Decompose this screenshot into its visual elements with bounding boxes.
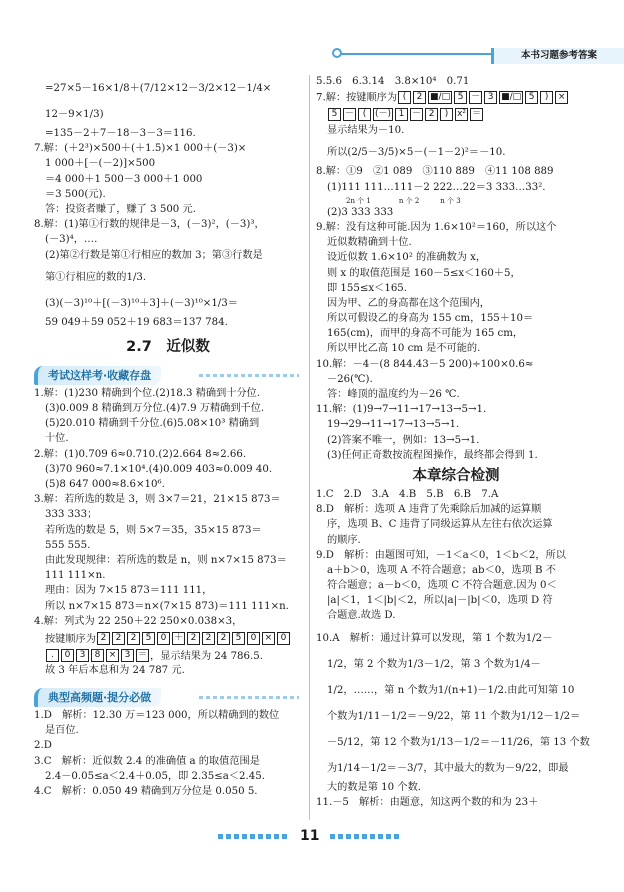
text-line: 1.D 解析：12.30 万＝123 000，所以精确到的数位: [34, 710, 280, 722]
calculator-key: 0: [61, 649, 74, 662]
text-line: 是百位.: [45, 725, 79, 737]
calculator-key: －: [345, 109, 355, 120]
banner-exam: 考试这样考·收藏存盘: [34, 366, 161, 385]
text-line: 的顺序.: [327, 534, 361, 546]
text-line: 所以可假设乙的身高为 155 cm，155＋10＝: [327, 313, 534, 325]
calculator-key: 1: [395, 108, 408, 121]
calculator-key: ×: [262, 632, 275, 645]
text-line: 10.A 解析：通过计算可以发现，第 1 个数为1/2－: [316, 632, 553, 644]
text-line: (2)第②行数是第①行相应的数加 3；第③行数是: [45, 249, 263, 261]
banner-frequent: 典型高频题·提分必做: [34, 688, 161, 707]
page-number-decoration-left: [218, 834, 288, 839]
chapter-title: 本章综合检测: [412, 467, 500, 484]
text-line: 所以甲比乙高 10 cm 是不可能的.: [327, 343, 481, 355]
text-line: 2.D: [34, 740, 52, 752]
calculator-key: ■/□: [501, 92, 522, 103]
text-line: (3)(－3)¹⁰＋[(－3)¹⁰＋3]＋(－3)¹⁰×1/3＝: [45, 297, 238, 309]
text-line: 大的数是第 10 个数.: [327, 781, 421, 793]
calculator-key: 5: [525, 91, 538, 104]
answers-previous-section: [34, 76, 302, 332]
calculator-key: (: [398, 91, 411, 104]
calculator-key: 2: [202, 632, 215, 645]
calculator-key: ＝: [138, 650, 148, 661]
calculator-key: (: [358, 108, 371, 121]
banner-row-exam: [34, 364, 302, 388]
answers-continued-2: [316, 125, 596, 465]
text-line: 3.C 解析：近似数 2.4 的准确值 a 的取值范围是: [34, 755, 260, 767]
key-sequence-3: [316, 108, 596, 125]
text-line: 59 049＋59 052＋19 683＝137 784.: [45, 316, 228, 328]
text-line: 10.解：－4－(8 844.43－5 200)÷100×0.6≈: [316, 358, 534, 370]
text-line: 19→29→11→17→13→5→1.: [327, 419, 460, 431]
text-line: 165(cm)，而甲的身高不可能为 165 cm，: [327, 328, 524, 340]
text-line: =135－2＋7－18－3－3＝116.: [45, 128, 196, 139]
page-number-decoration-right: [330, 834, 400, 839]
text-line: 5.5.6 6.3.14 3.8×10⁴ 0.71: [316, 76, 470, 87]
text-line: 333 333；: [45, 509, 98, 521]
calculator-key: 3: [121, 649, 134, 662]
text-line: 9.D 解析：由题图可知，－1＜a＜0，1＜b＜2，所以: [316, 549, 566, 561]
text-line: 符合题意；a－b＜0，选项 C 不符合题意.因为 0＜: [327, 580, 557, 592]
text-line: 2.4－0.05≤a＜2.4＋0.05，即 2.35≤a＜2.45.: [45, 770, 265, 782]
calculator-key: －: [412, 109, 422, 120]
text-line: 7.解：(＋2³)×500＋(＋1.5)×1 000＋(－3)×: [34, 143, 247, 155]
calculator-key: 2: [217, 632, 230, 645]
calculator-key: －: [471, 92, 481, 103]
key-sequence-label: 7.解：按键顺序为: [316, 92, 398, 104]
calculator-key: 2: [425, 108, 438, 121]
calculator-key: 2: [97, 632, 110, 645]
text-line: (3)70 960≈7.1×10⁴.(4)0.009 403≈0.009 40.: [45, 463, 273, 475]
text-line: (2)答案不唯一，例如：13→5→1.: [327, 434, 480, 446]
text-line: 答：峰顶的温度约为－26 ℃.: [327, 389, 460, 400]
calculator-key: 3: [484, 91, 497, 104]
text-line: 1/2，第 2 个数为1/3－1/2，第 3 个数为1/4－: [327, 658, 541, 670]
key-sequence-label: 按键顺序为: [45, 633, 96, 645]
page-number: 11: [300, 828, 320, 844]
calculator-key: .: [46, 649, 59, 662]
text-line: =27×5－16×1/8＋(7/12×12－3/2×12－1/4×: [45, 83, 272, 94]
text-line: (3)任何正奇数按流程图操作，最终都会得到 1.: [327, 449, 538, 461]
text-line: (1)111 111…111－2 222…22＝3 333…33².: [327, 181, 546, 193]
text-line: 所以 n×7×15 873＝n×(7×15 873)＝111 111×n.: [45, 600, 289, 612]
calculator-key: 2: [413, 91, 426, 104]
calculator-key: 0: [157, 632, 170, 645]
banner-stripe: [199, 696, 299, 699]
text-line: 合题意.故选 D.: [327, 610, 396, 622]
text-line: (－3)⁴，….: [45, 234, 98, 246]
text-line: 8.解：①9 ②1 089 ③110 889 ④11 108 889: [316, 166, 554, 178]
text-line: 由此发现规律：若所选的数是 n，则 n×7×15 873＝: [45, 554, 287, 566]
text-line: 1.C 2.D 3.A 4.B 5.B 6.B 7.A: [316, 488, 499, 500]
text-line: ＝4 000＋1 500－3 000＋1 000: [45, 173, 203, 185]
text-line: 11.－5 解析：由题意，知这两个数的和为 23＋: [316, 796, 539, 808]
text-line: 111 111×n.: [45, 570, 106, 582]
calculator-key: ＝: [472, 109, 482, 120]
calculator-key: 2: [112, 632, 125, 645]
banner-row-frequent: [34, 686, 302, 710]
calculator-key: 0: [247, 632, 260, 645]
calculator-key: 2: [127, 632, 140, 645]
calculator-key: (－): [375, 109, 392, 120]
text-line: 2.解：(1)0.709 6≈0.710.(2)2.664 8≈2.66.: [34, 448, 247, 460]
right-column: [316, 76, 596, 812]
text-line: 11.解：(1)9→7→11→17→13→5→1.: [316, 404, 487, 416]
calculator-key: 5: [454, 91, 467, 104]
calculator-key: 2: [187, 632, 200, 645]
answers-chapter-test: [316, 489, 596, 812]
text-line: －5/12，第 12 个数为1/13－1/2＝－11/26，第 13 个数: [327, 736, 590, 748]
calculator-key: ×: [106, 649, 119, 662]
text-line: 所以(2/5－3/5)×5－(－1－2)²＝－10.: [327, 147, 506, 159]
answers-frequent: [34, 710, 302, 801]
calculator-key: ): [540, 91, 553, 104]
section-title: 2.7 近似数: [126, 338, 210, 355]
key-sequence-1: [34, 631, 302, 665]
text-line: 8.D 解析：选项 A 违背了先乘除后加减的运算顺: [316, 504, 542, 516]
calculator-key: ×: [555, 91, 568, 104]
text-line: (5)20.010 精确到千分位.(6)5.08×10³ 精确到: [45, 418, 260, 430]
text-line: 十位.: [45, 433, 69, 445]
text-line: 1.解：(1)230 精确到个位.(2)18.3 精确到十分位.: [34, 387, 261, 399]
text-line: a＋b＞0，选项 A 不符合题意；ab＜0，选项 B 不: [327, 564, 556, 576]
text-line: －26(℃).: [327, 373, 373, 385]
text-line: 8.解：(1)第①行数的规律是－3，(－3)²，(－3)³，: [34, 219, 265, 231]
calculator-key: 5: [142, 632, 155, 645]
text-line: 4.C 解析：0.050 49 精确到万分位是 0.050 5.: [34, 786, 258, 797]
calculator-key: 5: [232, 632, 245, 645]
text-line: 4.解：列式为 22 250＋22 250×0.038×3，: [34, 615, 243, 627]
banner-stripe: [199, 374, 299, 377]
calculator-key: ＋: [173, 633, 183, 644]
text-line: 3.解：若所选的数是 3，则 3×7＝21，21×15 873＝: [34, 494, 281, 506]
text-line: 答：投资者赚了，赚了 3 500 元.: [45, 203, 196, 215]
calculator-key: ): [440, 108, 453, 121]
header-title: 本书习题参考答案: [491, 48, 624, 64]
calculator-key: 3: [76, 649, 89, 662]
text-line: 1 000＋[－(－2)]×500: [45, 158, 156, 170]
answers-exam-end: [34, 665, 302, 680]
column-divider: [309, 75, 310, 820]
text-line: 序，选项 B、C 违背了同级运算从左往右依次运算: [327, 519, 553, 531]
text-line: 2n 个 1 n 个 2 n 个 3: [346, 196, 461, 205]
calculator-key: 5: [328, 108, 341, 121]
text-line: 12－9×1/3): [45, 109, 104, 120]
key-sequence-result: ，显示结果为 24 786.5.: [150, 650, 263, 662]
text-line: 故 3 年后本息和为 24 787 元.: [45, 664, 185, 676]
text-line: 理由：因为 7×15 873＝111 111，: [45, 585, 213, 597]
calculator-key: 0: [277, 632, 290, 645]
calculator-key: x²: [455, 108, 468, 121]
calculator-key: ■/□: [430, 92, 451, 103]
text-line: (2)3 333 333: [327, 206, 394, 218]
text-line: 若所选的数是 5，则 5×7＝35，35×15 873＝: [45, 524, 262, 536]
text-line: ＝3 500(元).: [45, 188, 106, 200]
calculator-key: 8: [91, 649, 104, 662]
text-line: 9.解：没有这种可能.因为 1.6×10²＝160，所以这个: [316, 221, 557, 233]
key-sequence-2: [316, 91, 596, 108]
text-line: 即 155≤x＜165.: [327, 282, 408, 294]
text-line: 因为甲、乙的身高都在这个范围内，: [327, 297, 490, 309]
text-line: 1/2，……，第 n 个数为1/(n+1)－1/2.由此可知第 10: [327, 684, 575, 696]
text-line: 显示结果为－10.: [327, 125, 405, 137]
answers-exam: [34, 388, 302, 631]
text-line: (3)0.009 8 精确到万分位.(4)7.9 万精确到千位.: [45, 403, 265, 415]
text-line: 555 555.: [45, 539, 91, 551]
text-line: 第①行相应的数的1/3.: [45, 271, 147, 283]
text-line: (5)8 647 000≈8.6×10⁶.: [45, 479, 165, 490]
text-line: 设近似数 1.6×10² 的准确数为 x，: [327, 252, 487, 264]
header-circle-icon: [332, 48, 342, 58]
text-line: 为1/14－1/2＝－3/7，其中最大的数为－9/22，即最: [327, 762, 569, 774]
text-line: 则 x 的取值范围是 160－5≤x＜160＋5，: [327, 267, 521, 279]
left-column: [34, 76, 302, 801]
text-line: |a|＜1，1＜|b|＜2，所以|a|－|b|＜0，选项 D 符: [327, 595, 553, 607]
text-line: 个数为1/11－1/2＝－9/22，第 11 个数为1/12－1/2＝: [327, 710, 581, 722]
answers-continued: [316, 76, 596, 91]
text-line: 近似数精确到十位.: [327, 237, 412, 249]
